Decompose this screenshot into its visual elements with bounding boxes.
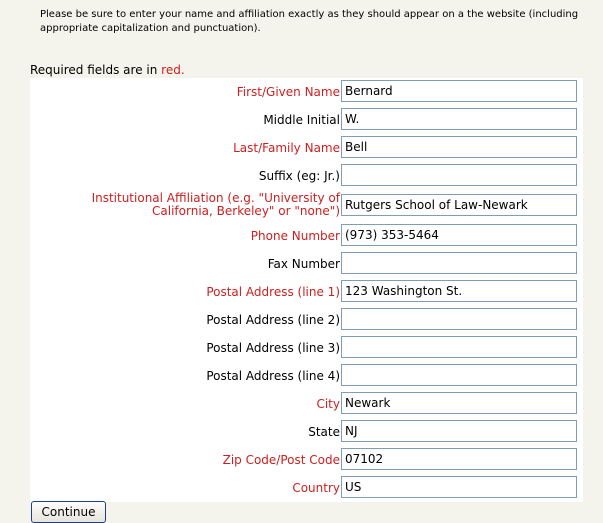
country-field[interactable] <box>341 476 577 498</box>
state-label: State <box>308 425 340 439</box>
required-note-highlight: red. <box>161 63 185 77</box>
address-line2-label: Postal Address (line 2) <box>206 313 340 327</box>
address-line1-label: Postal Address (line 1) <box>206 285 340 299</box>
last-name-label: Last/Family Name <box>233 141 340 155</box>
address-line4-field[interactable] <box>341 364 577 386</box>
middle-initial-field[interactable] <box>341 108 577 130</box>
intro-text: Please be sure to enter your name and affiliation exactly as they should appear on a the website (including appropriate capitalization and punctuation). <box>40 9 579 34</box>
suffix-label: Suffix (eg: Jr.) <box>258 169 340 183</box>
state-field[interactable] <box>341 420 577 442</box>
first-name-field[interactable] <box>341 80 577 102</box>
fax-label: Fax Number <box>267 257 340 271</box>
address-line4-label: Postal Address (line 4) <box>206 369 340 383</box>
continue-button[interactable]: Continue <box>31 501 106 523</box>
last-name-field[interactable] <box>341 136 577 158</box>
registration-form <box>30 78 583 502</box>
zip-label: Zip Code/Post Code <box>222 453 340 467</box>
address-line2-field[interactable] <box>341 308 577 330</box>
address-line1-field[interactable] <box>341 280 577 302</box>
zip-field[interactable] <box>341 448 577 470</box>
country-label: Country <box>292 481 340 495</box>
affiliation-field[interactable] <box>341 194 577 216</box>
city-label: City <box>316 397 340 411</box>
affiliation-label <box>92 192 340 218</box>
required-note-prefix: Required fields are in <box>30 63 162 77</box>
fax-field[interactable] <box>341 252 577 274</box>
affiliation-label-line2: California, Berkeley" or "none") <box>152 204 340 218</box>
suffix-field[interactable] <box>341 164 577 186</box>
address-line3-field[interactable] <box>341 336 577 358</box>
city-field[interactable] <box>341 392 577 414</box>
address-line3-label: Postal Address (line 3) <box>206 341 340 355</box>
required-fields-note <box>30 63 185 78</box>
phone-field[interactable] <box>341 224 577 246</box>
first-name-label: First/Given Name <box>236 85 340 99</box>
affiliation-label-line1: Institutional Affiliation (e.g. "University of <box>91 191 340 205</box>
middle-initial-label: Middle Initial <box>263 113 340 127</box>
phone-label: Phone Number <box>250 229 340 243</box>
